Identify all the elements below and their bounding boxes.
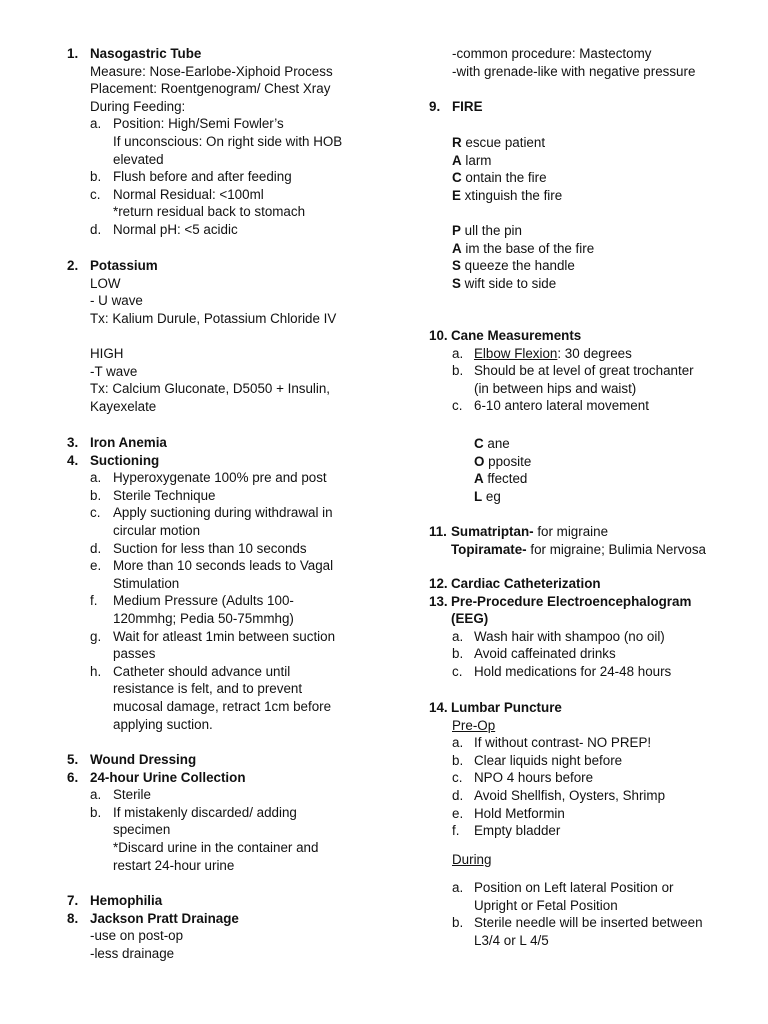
race-line — [452, 134, 545, 152]
pass-letter: P — [452, 223, 461, 238]
race-word: ontain the fire — [461, 170, 547, 186]
urine-collection-item: specimen — [113, 822, 171, 838]
suctioning-marker: a. — [90, 470, 102, 486]
suctioning-title: Suctioning — [90, 452, 160, 468]
suctioning-marker: c. — [90, 505, 101, 521]
nasogastric-item: Normal Residual: <100ml — [113, 186, 264, 202]
topiramate-line — [451, 541, 706, 559]
cane-acronym-letter: O — [474, 453, 485, 469]
pass-word: ull the pin — [460, 223, 522, 238]
sumatriptan-line — [451, 523, 608, 541]
lumbar-preop-marker: b. — [452, 752, 464, 768]
nasogastric-marker: b. — [90, 169, 102, 185]
nasogastric-item: If unconscious: On right side with HOB — [113, 134, 343, 149]
potassium-line: Tx: Kalium Durule, Potassium Chloride IV — [90, 310, 337, 326]
nasogastric-item: Flush before and after feeding — [113, 169, 292, 185]
suctioning-marker: g. — [90, 628, 102, 644]
nasogastric-line: Measure: Nose-Earlobe-Xiphoid Process — [90, 63, 333, 79]
suctioning-item: Stimulation — [113, 575, 180, 591]
cane-acronym-letter: L — [474, 488, 483, 504]
potassium-title: Potassium — [90, 258, 158, 273]
suctioning-marker: f. — [90, 593, 98, 609]
suctioning-item: circular motion — [113, 523, 201, 538]
wound-dressing-number: 5. — [67, 752, 79, 767]
lumbar-preop-item: Clear liquids night before — [474, 752, 623, 768]
suctioning-item: resistance is felt, and to prevent — [113, 681, 303, 697]
cardiac-number: 12. — [429, 576, 448, 591]
cane-acronym-letter: C — [474, 436, 484, 451]
jackson-pratt-line: -use on post-op — [90, 928, 184, 944]
cane-acronym-word: eg — [482, 488, 501, 504]
pass-line — [452, 222, 522, 240]
cane-item: 6-10 antero lateral movement — [474, 398, 649, 414]
urine-collection-marker: a. — [90, 787, 102, 803]
jackson-pratt-title: Jackson Pratt Drainage — [90, 910, 239, 926]
potassium-line: HIGH — [90, 346, 124, 361]
cane-acronym-line — [474, 470, 527, 488]
sumatriptan-use: for migraine — [533, 524, 609, 539]
jackson-pratt-line: -less drainage — [90, 945, 175, 961]
suctioning-item: applying suction. — [113, 716, 213, 732]
topiramate-use: for migraine; Bulimia Nervosa — [526, 541, 707, 557]
iron-anemia-number: 3. — [67, 435, 79, 450]
pass-word: queeze the handle — [460, 258, 575, 274]
nasogastric-item: *return residual back to stomach — [113, 204, 306, 220]
cane-item: Should be at level of great trochanter — [474, 363, 694, 379]
cane-marker: b. — [452, 363, 464, 379]
pass-line — [452, 240, 594, 258]
eeg-marker: a. — [452, 628, 464, 644]
lumbar-preop-marker: d. — [452, 788, 464, 803]
nasogastric-marker: d. — [90, 222, 102, 237]
nasogastric-marker: c. — [90, 186, 101, 202]
hemophilia-number: 7. — [67, 893, 79, 908]
potassium-line: LOW — [90, 275, 121, 291]
suctioning-item: Sterile Technique — [113, 487, 216, 503]
lumbar-during-item: Position on Left lateral Position or — [474, 880, 674, 895]
pass-line — [452, 275, 556, 293]
lumbar-preop-item: Avoid Shellfish, Oysters, Shrimp — [474, 788, 666, 803]
jackson-pratt-number: 8. — [67, 910, 79, 926]
race-line — [452, 152, 491, 170]
suctioning-marker: b. — [90, 487, 102, 503]
nasogastric-item: Normal pH: <5 acidic — [113, 222, 238, 237]
eeg-marker: c. — [452, 664, 463, 679]
lumbar-during-item: Upright or Fetal Position — [474, 897, 618, 913]
nasogastric-line: Placement: Roentgenogram/ Chest Xray — [90, 81, 331, 97]
race-letter: E — [452, 187, 461, 203]
race-line — [452, 187, 562, 205]
cane-acronym-word: ane — [483, 436, 510, 451]
lumbar-preop-marker: a. — [452, 735, 464, 751]
iron-anemia-title: Iron Anemia — [90, 435, 167, 450]
urine-collection-item: restart 24-hour urine — [113, 857, 235, 873]
suctioning-item: More than 10 seconds leads to Vagal — [113, 558, 334, 574]
jackson-pratt-cont-line: -common procedure: Mastectomy — [452, 46, 652, 61]
race-word: xtinguish the fire — [460, 187, 563, 203]
cane-item — [474, 345, 632, 363]
race-letter: C — [452, 170, 462, 186]
lumbar-preop-item: Hold Metformin — [474, 805, 565, 821]
race-word: escue patient — [461, 135, 546, 150]
lumbar-during-item: L3/4 or L 4/5 — [474, 932, 549, 948]
urine-collection-number: 6. — [67, 769, 79, 785]
cane-acronym-line — [474, 435, 510, 453]
suctioning-item: Suction for less than 10 seconds — [113, 540, 307, 556]
wound-dressing-title: Wound Dressing — [90, 752, 197, 767]
potassium-line: -T wave — [90, 363, 138, 379]
during-heading: During — [452, 852, 492, 867]
suctioning-marker: e. — [90, 558, 102, 574]
elbow-flexion-label: Elbow Flexion — [474, 345, 558, 361]
race-letter: R — [452, 135, 462, 150]
suctioning-item: Hyperoxygenate 100% pre and post — [113, 470, 327, 486]
cardiac-title: Cardiac Catheterization — [451, 576, 601, 591]
lumbar-during-marker: b. — [452, 915, 464, 931]
suctioning-item: Medium Pressure (Adults 100- — [113, 593, 294, 609]
lumbar-preop-item: If without contrast- NO PREP! — [474, 735, 652, 751]
lumbar-title: Lumbar Puncture — [451, 700, 562, 715]
urine-collection-item: *Discard urine in the container and — [113, 840, 319, 855]
cane-acronym-line — [474, 488, 501, 506]
urine-collection-title: 24-hour Urine Collection — [90, 769, 246, 785]
hemophilia-title: Hemophilia — [90, 893, 163, 908]
pass-letter: A — [452, 240, 462, 256]
sumatriptan-title: Sumatriptan- — [451, 524, 534, 539]
potassium-number: 2. — [67, 258, 79, 273]
lumbar-preop-item: NPO 4 hours before — [474, 770, 594, 786]
suctioning-marker: d. — [90, 540, 102, 556]
suctioning-item: 120mmhg; Pedia 50-75mmhg) — [113, 611, 294, 626]
topiramate-title: Topiramate- — [451, 541, 527, 557]
cane-title: Cane Measurements — [451, 328, 582, 343]
lumbar-preop-marker: e. — [452, 805, 464, 821]
suctioning-item: passes — [113, 646, 156, 662]
eeg-item: Wash hair with shampoo (no oil) — [474, 628, 665, 644]
suctioning-item: Apply suctioning during withdrawal in — [113, 505, 333, 521]
nasogastric-item: Position: High/Semi Fowler’s — [113, 116, 284, 132]
eeg-item: Avoid caffeinated drinks — [474, 646, 616, 662]
pass-line — [452, 257, 575, 275]
sumatriptan-number: 11. — [429, 524, 447, 539]
lumbar-number: 14. — [429, 700, 448, 715]
nasogastric-item: elevated — [113, 151, 164, 167]
nasogastric-marker: a. — [90, 116, 102, 132]
fire-title: FIRE — [452, 99, 483, 114]
cane-acronym-word: pposite — [484, 453, 532, 469]
jackson-pratt-cont-line: -with grenade-like with negative pressure — [452, 63, 696, 79]
urine-collection-item: Sterile — [113, 787, 151, 803]
cane-marker: a. — [452, 345, 464, 361]
pass-letter: S — [452, 275, 461, 291]
urine-collection-marker: b. — [90, 804, 102, 820]
pass-word: im the base of the fire — [461, 240, 595, 256]
potassium-line: Kayexelate — [90, 398, 157, 414]
eeg-marker: b. — [452, 646, 464, 662]
cane-marker: c. — [452, 398, 463, 414]
lumbar-preop-item: Empty bladder — [474, 823, 561, 839]
cane-number: 10. — [429, 328, 448, 343]
preop-heading: Pre-Op — [452, 717, 496, 733]
eeg-title-abbrev: (EEG) — [451, 611, 489, 627]
suctioning-item: mucosal damage, retract 1cm before — [113, 699, 332, 714]
suctioning-number: 4. — [67, 452, 79, 468]
pass-letter: S — [452, 258, 461, 274]
elbow-flexion-value: : 30 degrees — [557, 345, 632, 361]
cane-acronym-word: ffected — [483, 471, 528, 487]
suctioning-item: Catheter should advance until — [113, 663, 291, 679]
nasogastric-line: During Feeding: — [90, 98, 186, 114]
nasogastric-number: 1. — [67, 46, 79, 61]
race-letter: A — [452, 152, 462, 168]
cane-acronym-line — [474, 453, 531, 471]
eeg-title: Pre-Procedure Electroencephalogram — [451, 593, 692, 609]
lumbar-preop-marker: c. — [452, 770, 463, 786]
lumbar-during-item: Sterile needle will be inserted between — [474, 915, 703, 931]
race-word: larm — [461, 152, 492, 168]
lumbar-during-marker: a. — [452, 880, 464, 895]
pass-word: wift side to side — [460, 275, 557, 291]
eeg-item: Hold medications for 24-48 hours — [474, 664, 672, 679]
eeg-number: 13. — [429, 593, 448, 609]
fire-number: 9. — [429, 99, 441, 114]
cane-acronym-letter: A — [474, 471, 484, 487]
suctioning-item: Wait for atleast 1min between suction — [113, 628, 336, 644]
cane-item: (in between hips and waist) — [474, 380, 637, 396]
urine-collection-item: If mistakenly discarded/ adding — [113, 804, 297, 820]
suctioning-marker: h. — [90, 663, 102, 679]
potassium-line: - U wave — [90, 293, 143, 309]
nasogastric-title: Nasogastric Tube — [90, 46, 202, 61]
potassium-line: Tx: Calcium Gluconate, D5050 + Insulin, — [90, 381, 331, 397]
race-line — [452, 169, 547, 187]
lumbar-preop-marker: f. — [452, 823, 460, 839]
